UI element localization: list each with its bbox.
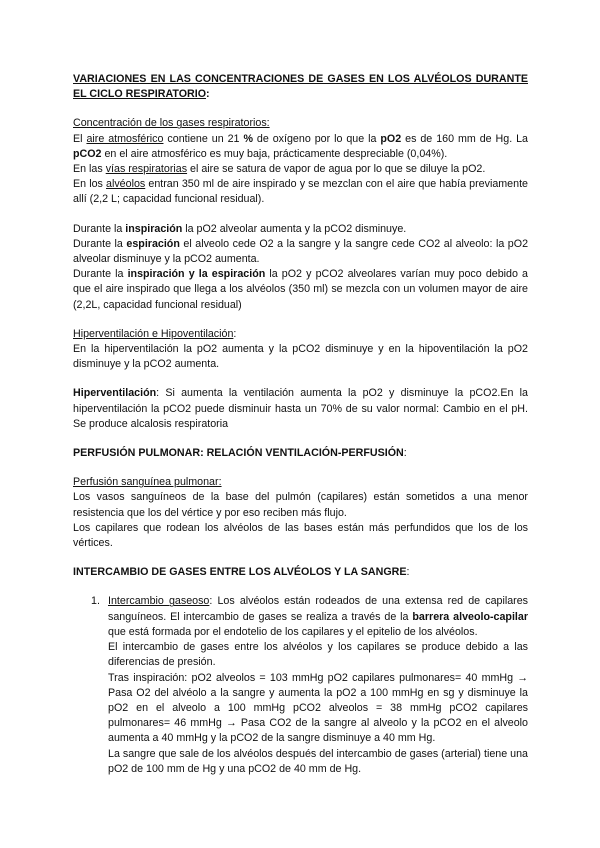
paragraph-inspiracion-espiracion: Durante la inspiración y la espiración la pO2 y pCO2 alveolares varían muy poco debido a que el aire inspirado que llega a los alvéolos (350 ml) se mezcla con un volumen mayor de aire (2,2L, capacidad funcional residual)	[73, 268, 528, 311]
document-page	[73, 72, 528, 777]
subheading-concentracion: Concentración de los gases respiratorios:	[73, 117, 270, 130]
paragraph-tras-inspiracion: Tras inspiración: pO2 alveolos = 103 mmHg pO2 capilares pulmonares= 40 mmHg → Pasa O2 del alvéolo a la sangre y aumenta la pO2 a 100 mmHg en sg y disminuye la pO2 en el alveolo a 100 mmHg pCO2 alveolos = 38 mmHg pCO2 capilares pulmonares= 46 mmHg → Pasa CO2 de la sangre al alveolo y la pCO2 en el alveolo aumenta a 40 mmHg y la pCO2 de la sangre disminuye a 40 mm Hg.	[108, 671, 528, 745]
paragraph-diferencias-presion: El intercambio de gases entre los alvéolos y los capilares se produce debido a las diferencias de presión.	[108, 641, 528, 669]
paragraph-sangre-arterial: La sangre que sale de los alvéolos después del intercambio de gases (arterial) tiene una pO2 de 100 mm de Hg y una pCO2 de 40 mm de Hg.	[108, 747, 528, 775]
paragraph-vias-respiratorias: En las vías respiratorias el aire se satura de vapor de agua por lo que se diluye la pO2.	[73, 163, 486, 176]
numbered-list	[73, 594, 528, 776]
paragraph-inspiracion: Durante la inspiración la pO2 alveolar aumenta y la pCO2 disminuye.	[73, 222, 407, 235]
paragraph-capilares: Los capilares que rodean los alvéolos de las bases están más perfundidos que los de los vértices.	[73, 521, 528, 550]
paragraph-espiracion: Durante la espiración el alveolo cede O2 a la sangre y la sangre cede CO2 al alveolo: la pO2 alveolar disminuye y la pCO2 aumenta.	[73, 237, 529, 266]
paragraph-hiperventilacion: Hiperventilación: Si aumenta la ventilación aumenta la pO2 y disminuye la pCO2.En la hiperventilación la pCO2 puede disminuir hasta un 70% de su valor normal: Cambio en el pH. Se produce alcalosis respiratoria	[73, 387, 528, 430]
paragraph-alveolos: En los alvéolos entran 350 ml de aire inspirado y se mezclan con el aire que había previamente allí (2,2 L; capacidad funcional residual).	[73, 178, 528, 206]
section-heading-intercambio: INTERCAMBIO DE GASES ENTRE LOS ALVÉOLOS Y LA SANGRE:	[73, 566, 410, 579]
subheading-hiperventilacion: Hiperventilación e Hipoventilación:	[73, 327, 237, 340]
paragraph-hiper-hipo: En la hiperventilación la pO2 aumenta y la pCO2 disminuye y en la hipoventilación la pO2 disminuye y la pCO2 aumenta.	[73, 343, 528, 371]
paragraph-intercambio-gaseoso: Intercambio gaseoso: Los alvéolos están rodeados de una extensa red de capilares sanguíneos. El intercambio de gases se realiza a través de la barrera alveolo-capilar que está formada por el endotelio de los capilares y el epitelio de los alvéolos.	[108, 595, 528, 638]
paragraph-aire-atmosferico: El aire atmosférico contiene un 21 % de oxígeno por lo que la pO2 es de 160 mm de Hg. La pCO2 en el aire atmosférico es muy baja, prácticamente despreciable (0,04%).	[73, 132, 529, 160]
paragraph-vasos-sanguineos: Los vasos sanguíneos de la base del pulmón (capilares) están sometidos a una menor resistencia que los del vértice y por eso reciben más flujo.	[73, 491, 528, 519]
list-item	[73, 594, 528, 776]
list-number: 1.	[91, 595, 100, 608]
section-heading-variaciones: VARIACIONES EN LAS CONCENTRACIONES DE GASES EN LOS ALVÉOLOS DURANTE EL CICLO RESPIRATORIO:	[73, 73, 528, 101]
subheading-perfusion-sanguinea: Perfusión sanguínea pulmonar:	[73, 476, 222, 489]
section-heading-perfusion: PERFUSIÓN PULMONAR: RELACIÓN VENTILACIÓN-PERFUSIÓN:	[73, 447, 407, 460]
